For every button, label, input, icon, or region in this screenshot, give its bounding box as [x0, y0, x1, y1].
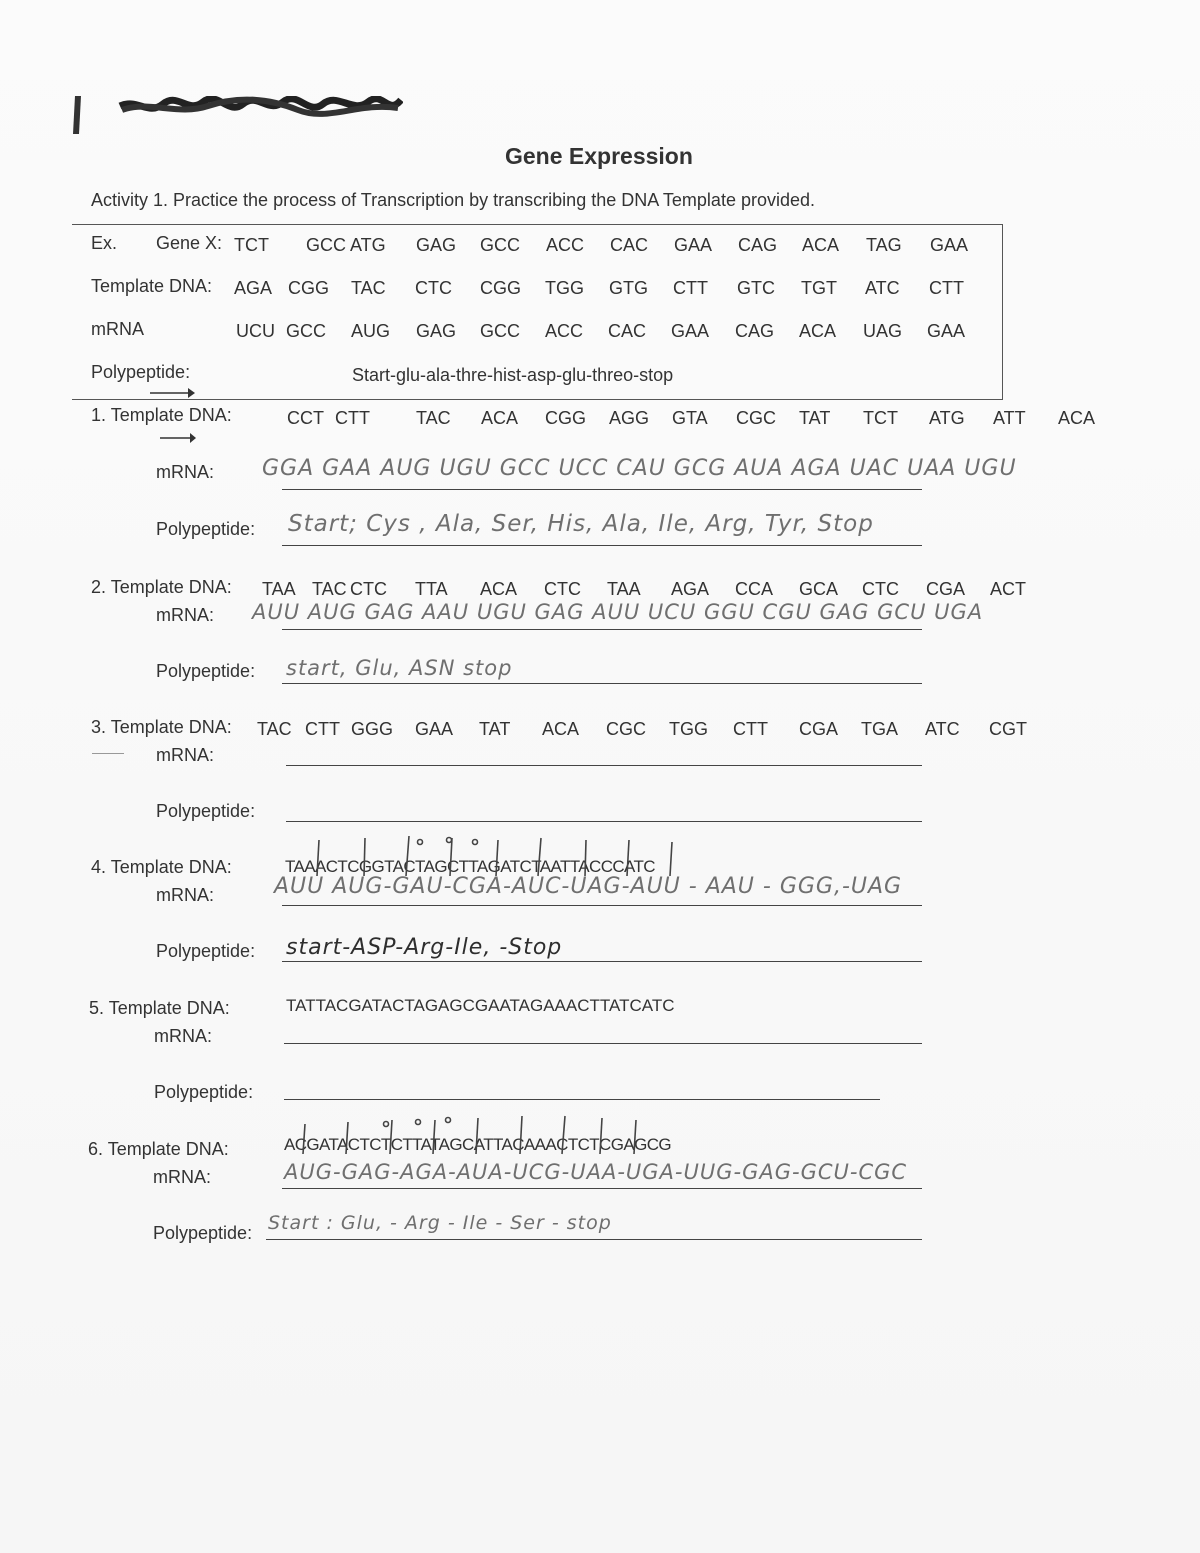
codon: ATC: [925, 719, 960, 739]
codon: TAC: [312, 579, 347, 599]
codon: TAC: [351, 278, 386, 298]
answer-line: [282, 961, 922, 962]
codon: CTT: [335, 408, 370, 428]
gene-x-label: Gene X:: [156, 233, 223, 253]
problem-6-polypeptide-label: Polypeptide:: [153, 1223, 253, 1243]
problem-5-mrna-label: mRNA:: [154, 1026, 212, 1046]
codon: UCU: [236, 321, 275, 341]
codon: ACA: [799, 321, 837, 341]
codon: GAA: [927, 321, 966, 341]
codon: ACC: [545, 321, 584, 341]
codon: GAA: [674, 235, 713, 255]
codon: ACA: [802, 235, 840, 255]
problem-5-label: 5. Template DNA:: [89, 998, 230, 1018]
codon: AGA: [671, 579, 710, 599]
problem-1-mrna-answer[interactable]: GGA GAA AUG UGU GCC UCC CAU GCG AUA AGA UAC UAA UGU: [262, 456, 1017, 481]
codon: UAG: [863, 321, 903, 341]
codon: ACA: [542, 719, 580, 739]
problem-1-mrna-label: mRNA:: [156, 462, 214, 482]
problem-2-mrna-label: mRNA:: [156, 605, 214, 625]
example-mrna-label: mRNA: [91, 319, 144, 339]
codon: GAA: [671, 321, 710, 341]
codon: AGG: [609, 408, 650, 428]
codon: ACA: [480, 579, 518, 599]
codon: CCT: [287, 408, 324, 428]
answer-line: [282, 489, 922, 490]
codon: CTT: [929, 278, 964, 298]
problem-4-mrna-label: mRNA:: [156, 885, 214, 905]
example-polypeptide: Start-glu-ala-thre-hist-asp-glu-threo-stop: [352, 365, 674, 385]
codon: GCC: [286, 321, 326, 341]
codon: GCC: [480, 235, 520, 255]
example-mrna-codons: [236, 321, 977, 342]
problem-2-polypeptide-label: Polypeptide:: [156, 661, 256, 681]
codon: ACA: [1058, 408, 1096, 428]
codon: TAT: [479, 719, 511, 739]
codon: TGA: [861, 719, 899, 739]
margin-mark: [73, 96, 81, 134]
page-title: Gene Expression: [505, 143, 693, 169]
problem-6-mrna-label: mRNA:: [153, 1167, 211, 1187]
codon: ATG: [929, 408, 965, 428]
codon: TAT: [799, 408, 831, 428]
codon: ATT: [993, 408, 1026, 428]
codon: CTC: [862, 579, 899, 599]
codon: ATC: [865, 278, 900, 298]
codon: CGG: [545, 408, 587, 428]
codon: GGG: [351, 719, 394, 739]
codon: ACA: [481, 408, 519, 428]
problem-4-template: TAAACTCGGTACTAGCTTAGATCTAATTACCCATC: [285, 857, 655, 876]
codon: CGG: [480, 278, 522, 298]
codon: GAA: [930, 235, 969, 255]
example-polypeptide-label: Polypeptide:: [91, 362, 191, 382]
answer-line: [286, 821, 922, 822]
problem-4-polypeptide-answer[interactable]: start-ASP-Arg-Ile, -Stop: [286, 935, 563, 960]
codon: GCC: [480, 321, 520, 341]
problem-2-label: 2. Template DNA:: [91, 577, 232, 597]
codon: GCC: [306, 235, 346, 255]
instructions: Activity 1. Practice the process of Transcription by transcribing the DNA Template provided.: [91, 190, 815, 210]
problem-2-mrna-answer[interactable]: AUU AUG GAG AAU UGU GAG AUU UCU GGU CGU GAG GCU UGA: [252, 600, 984, 624]
codon: TGG: [545, 278, 584, 298]
codon: TAG: [866, 235, 902, 255]
codon: CGT: [989, 719, 1027, 739]
answer-line: [282, 629, 922, 630]
example-template-label: Template DNA:: [91, 276, 213, 296]
codon: GAA: [415, 719, 454, 739]
problem-3-label: 3. Template DNA:: [91, 717, 232, 737]
answer-line: [284, 1043, 922, 1044]
problem-3-template: [257, 719, 1029, 740]
problem-1-polypeptide-answer[interactable]: Start; Cys , Ala, Ser, His, Ala, Ile, Arg, Tyr, Stop: [288, 511, 874, 537]
problem-5-polypeptide-label: Polypeptide:: [154, 1082, 254, 1102]
codon-divider-marks: [300, 1110, 720, 1156]
codon: TAA: [607, 579, 641, 599]
codon: CAC: [610, 235, 649, 255]
codon: TCT: [863, 408, 898, 428]
problem-6-mrna-answer[interactable]: AUG-GAG-AGA-AUA-UCG-UAA-UGA-UUG-GAG-GCU-CGC: [284, 1160, 908, 1184]
codon: TTA: [415, 579, 448, 599]
problem-2-template: [262, 579, 1030, 600]
example-label: Ex.: [91, 233, 118, 253]
codon: GTA: [672, 408, 708, 428]
codon: CGC: [606, 719, 646, 739]
problem-6-polypeptide-answer[interactable]: Start : Glu, - Arg - Ile - Ser - stop: [268, 1212, 612, 1234]
problem-6-label: 6. Template DNA:: [88, 1139, 229, 1159]
name-scribble: [118, 96, 403, 118]
codon-divider-marks: [300, 832, 720, 878]
codon: GTG: [609, 278, 648, 298]
codon: TAC: [257, 719, 292, 739]
codon: TGT: [801, 278, 837, 298]
codon: CAG: [735, 321, 775, 341]
problem-2-polypeptide-answer[interactable]: start, Glu, ASN stop: [286, 656, 513, 680]
codon: CTT: [305, 719, 340, 739]
codon: CGC: [736, 408, 776, 428]
codon: GAG: [416, 321, 457, 341]
codon: AUG: [351, 321, 391, 341]
problem-3-polypeptide-label: Polypeptide:: [156, 801, 256, 821]
answer-line: [282, 905, 922, 906]
codon: CTT: [733, 719, 768, 739]
codon: CGA: [926, 579, 966, 599]
codon: GTC: [737, 278, 775, 298]
codon: TCT: [234, 235, 269, 255]
codon: CGA: [799, 719, 839, 739]
problem-4-polypeptide-label: Polypeptide:: [156, 941, 256, 961]
codon: CTC: [415, 278, 452, 298]
codon: GAG: [416, 235, 457, 255]
problem-4-mrna-answer[interactable]: AUU AUG-GAU-CGA-AUC-UAG-AUU - AAU - GGG,-UAG: [274, 874, 903, 899]
arrow-icon: [160, 432, 196, 444]
problem-6-template: ACGATACTCTCTTATAGCATTACAAACTCTCGAGCG: [284, 1135, 672, 1154]
gene-codons: [234, 235, 980, 256]
example-template-codons: [234, 278, 979, 299]
codon: AGA: [234, 278, 273, 298]
answer-line: [266, 1239, 922, 1240]
margin-dash: [92, 753, 124, 754]
codon: CAG: [738, 235, 778, 255]
answer-line: [284, 1099, 880, 1100]
codon: GCA: [799, 579, 839, 599]
problem-1-polypeptide-label: Polypeptide:: [156, 519, 256, 539]
codon: CTC: [544, 579, 581, 599]
arrow-icon: [150, 386, 195, 400]
codon: CGG: [288, 278, 330, 298]
answer-line: [282, 545, 922, 546]
problem-4-label: 4. Template DNA:: [91, 857, 232, 877]
answer-line: [282, 683, 922, 684]
problem-5-template: TATTACGATACTAGAGCGAATAGAAACTTATCATC: [286, 996, 675, 1015]
codon: TGG: [669, 719, 708, 739]
answer-line: [286, 765, 922, 766]
problem-1-label: 1. Template DNA:: [91, 405, 232, 425]
answer-line: [282, 1188, 922, 1189]
codon: CCA: [735, 579, 774, 599]
codon: CAC: [608, 321, 647, 341]
codon: TAA: [262, 579, 296, 599]
codon: ACT: [990, 579, 1026, 599]
codon: ACC: [546, 235, 585, 255]
problem-1-template: [287, 408, 1098, 429]
problem-3-mrna-label: mRNA:: [156, 745, 214, 765]
codon: CTC: [350, 579, 387, 599]
codon: ATG: [350, 235, 386, 255]
codon: CTT: [673, 278, 708, 298]
codon: TAC: [416, 408, 451, 428]
